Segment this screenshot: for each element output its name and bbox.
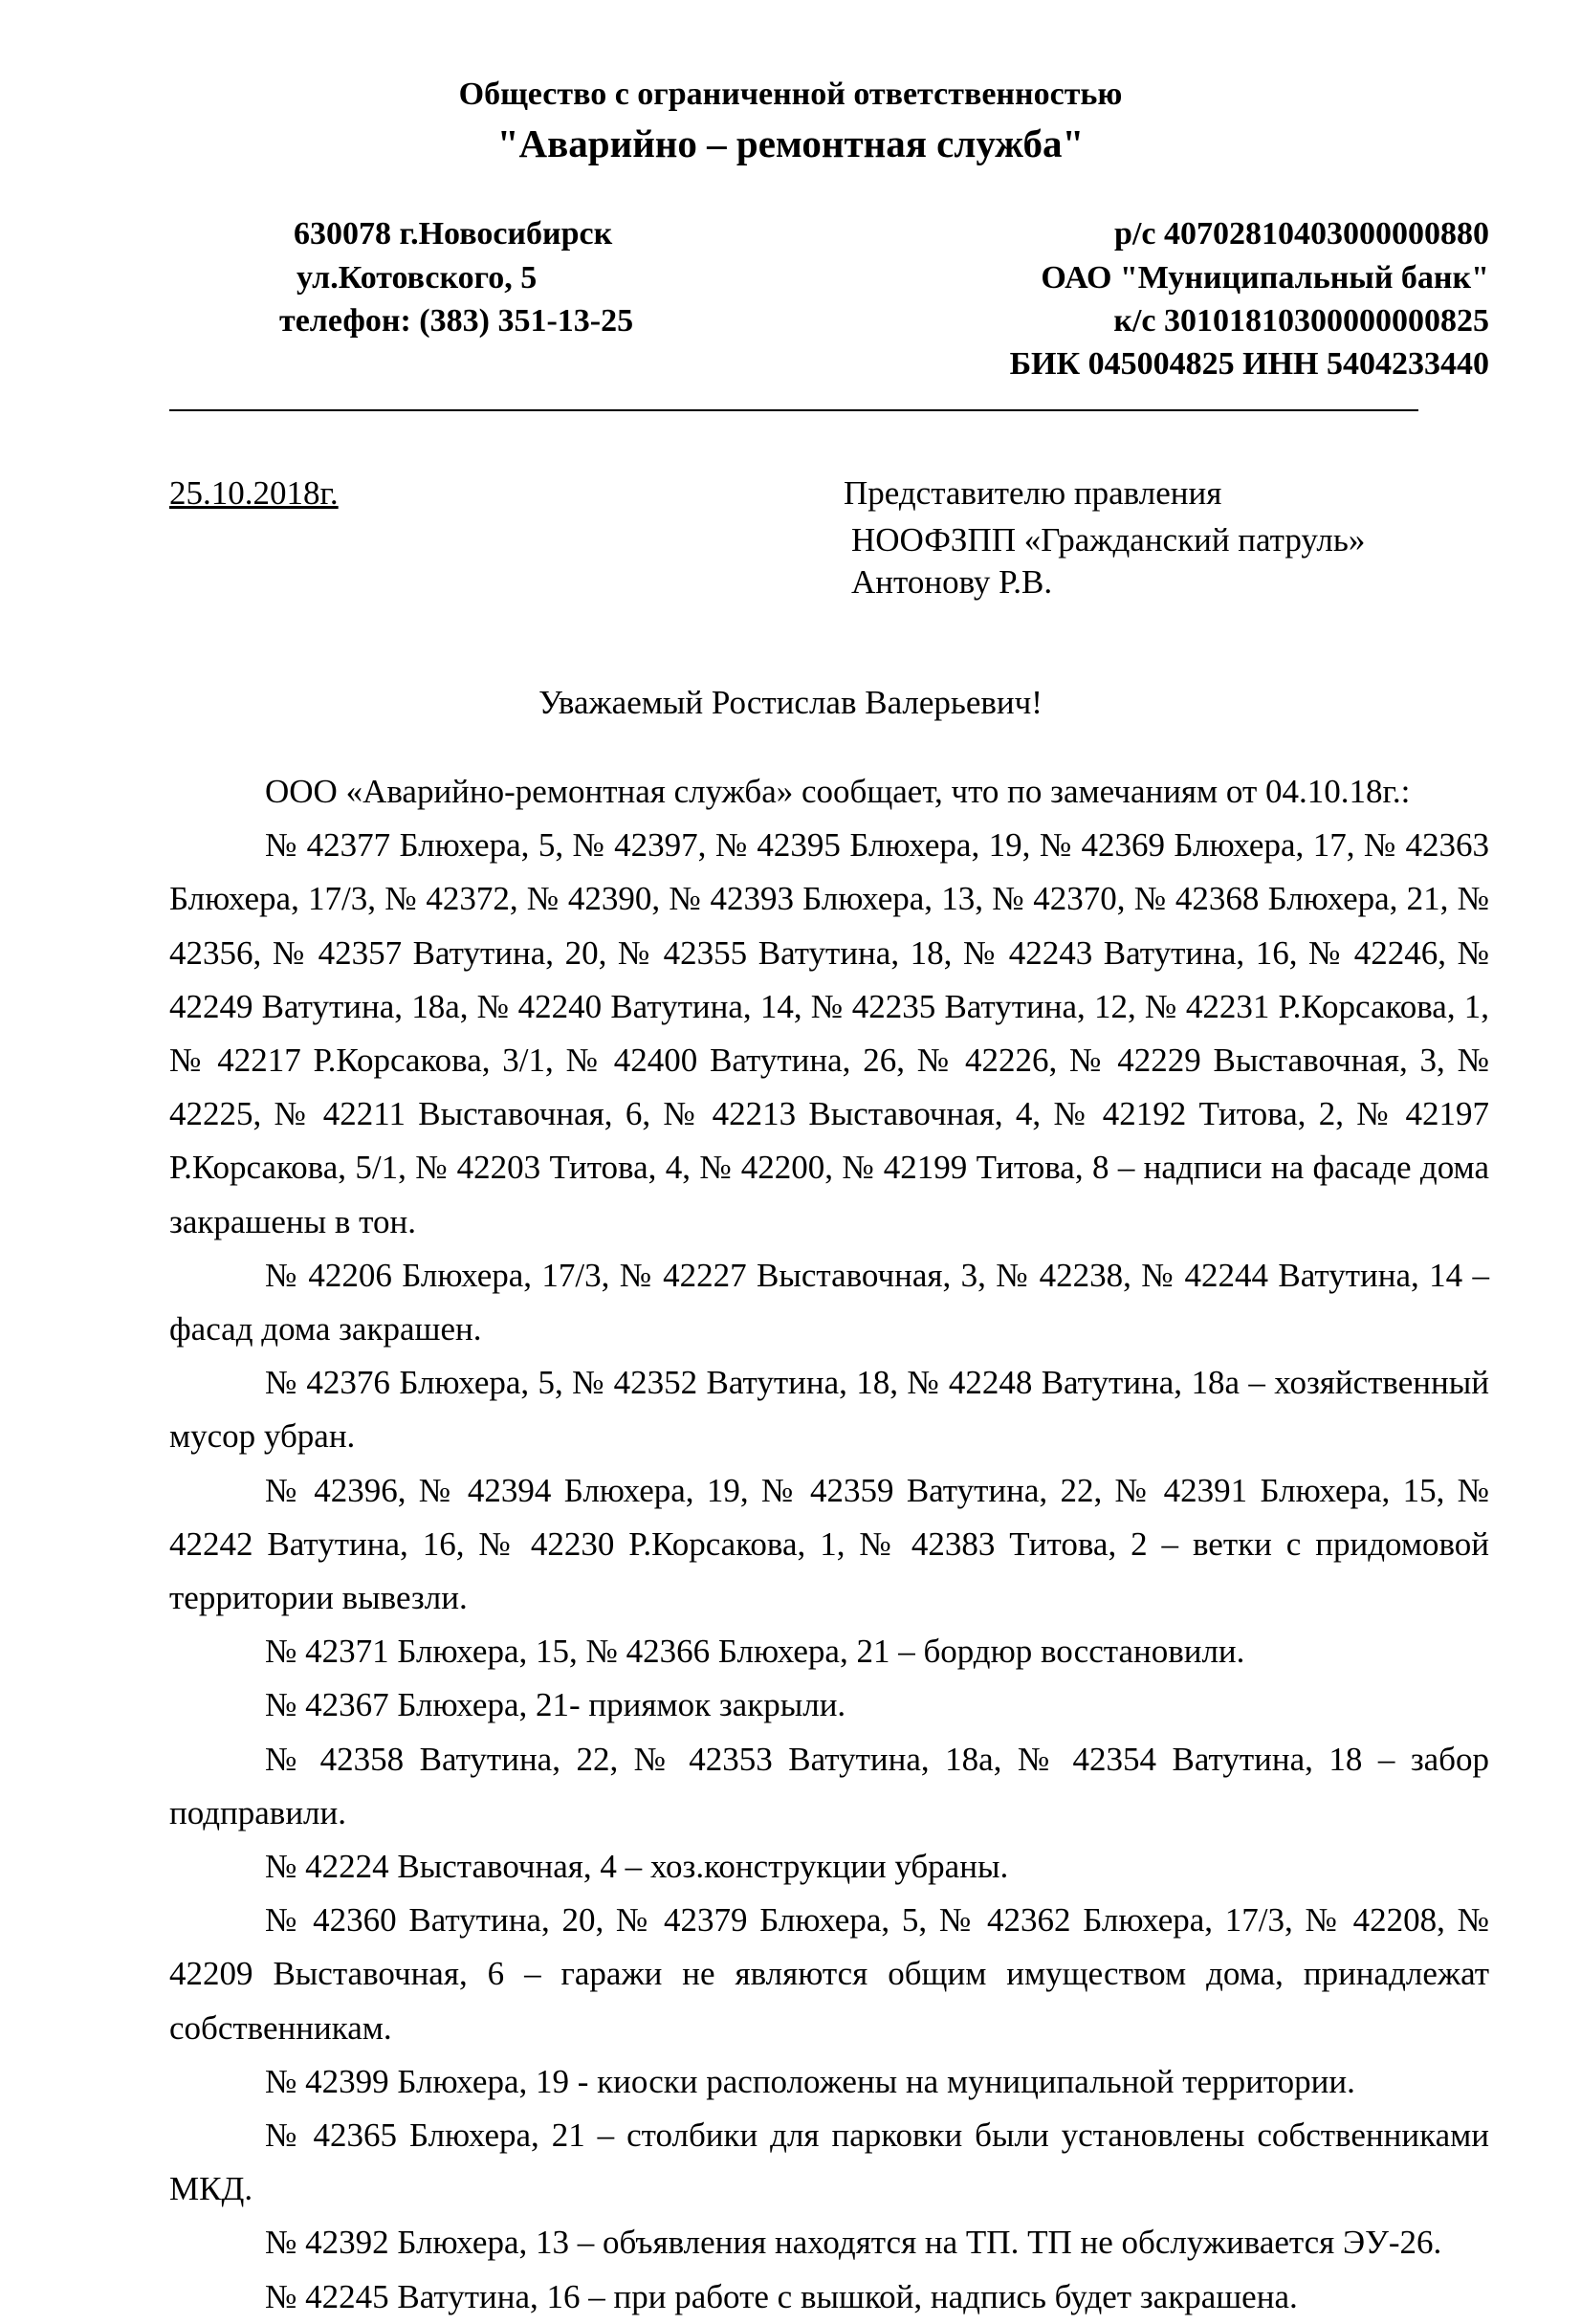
paragraph: № 42371 Блюхера, 15, № 42366 Блюхера, 21 – бордюр восстановили.	[265, 1633, 1245, 1671]
paragraph: № 42367 Блюхера, 21- приямок закрыли.	[265, 1686, 846, 1724]
correspondent-account: к/с 30101810300000000825	[1113, 303, 1489, 339]
org-type: Общество с ограниченной ответственностью	[458, 77, 1123, 112]
org-name: "Аварийно – ремонтная служба"	[496, 121, 1085, 165]
bank-account: р/с 40702810403000000880	[1114, 216, 1489, 252]
paragraph: № 42399 Блюхера, 19 - киоски расположены на муниципальной территории.	[265, 2062, 1355, 2100]
paragraph: № 42392 Блюхера, 13 – объявления находятся на ТП. ТП не обслуживается ЭУ-26.	[265, 2224, 1442, 2262]
paragraph: № 42365 Блюхера, 21 – столбики для парковки были установлены собственниками МКД.	[169, 2116, 1489, 2208]
letter-body	[169, 765, 1489, 2324]
paragraph: № 42360 Ватутина, 20, № 42379 Блюхера, 5, № 42362 Блюхера, 17/3, № 42208, № 42209 Выставочная, 6 – гаражи не являются общим имуществом дома, принадлежат собственникам.	[169, 1901, 1489, 2047]
paragraph: № 42224 Выставочная, 4 – хоз.конструкции убраны.	[265, 1848, 1009, 1886]
letter-date: 25.10.2018г.	[169, 474, 339, 512]
paragraph: № 42358 Ватутина, 22, № 42353 Ватутина, 18а, № 42354 Ватутина, 18 – забор подправили.	[169, 1740, 1489, 1831]
paragraph: № 42396, № 42394 Блюхера, 19, № 42359 Ватутина, 22, № 42391 Блюхера, 15, № 42242 Ватутина, 16, № 42230 Р.Корсакова, 1, № 42383 Титова, 2 – ветки с придомовой территории вывезли.	[169, 1471, 1489, 1617]
paragraph: № 42376 Блюхера, 5, № 42352 Ватутина, 18, № 42248 Ватутина, 18а – хозяйственный мусор убран.	[169, 1364, 1489, 1456]
address-street: ул.Котовского, 5	[296, 260, 538, 296]
address-city: 630078 г.Новосибирск	[294, 216, 613, 252]
address-phone: телефон: (383) 351-13-25	[279, 303, 634, 339]
paragraph: ООО «Аварийно-ремонтная служба» сообщает, что по замечаниям от 04.10.18г.:	[265, 773, 1411, 810]
header-divider	[169, 409, 1418, 411]
paragraph: № 42206 Блюхера, 17/3, № 42227 Выставочная, 3, № 42238, № 42244 Ватутина, 14 – фасад дома закрашен.	[169, 1256, 1489, 1348]
recipient-line-1: Представителю правления	[844, 474, 1222, 512]
paragraph: № 42245 Ватутина, 16 – при работе с вышкой, надпись будет закрашена.	[265, 2277, 1298, 2315]
recipient-line-3: Антонову Р.В.	[851, 563, 1053, 601]
bik-inn: БИК 045004825 ИНН 5404233440	[1009, 346, 1489, 382]
bank-name: ОАО "Муниципальный банк"	[1041, 260, 1489, 296]
recipient-line-2: НООФЗПП «Гражданский патруль»	[851, 521, 1366, 559]
greeting: Уважаемый Ростислав Валерьевич!	[538, 684, 1043, 721]
paragraph: № 42377 Блюхера, 5, № 42397, № 42395 Блюхера, 19, № 42369 Блюхера, 17, № 42363 Блюхера, 17/3, № 42372, № 42390, № 42393 Блюхера, 13, № 42370, № 42368 Блюхера, 21, № 42356, № 42357 Ватутина, 20, № 42355 Ватутина, 18, № 42243 Ватутина, 16, № 42246, № 42249 Ватутина, 18а, № 42240 Ватутина, 14, № 42235 Ватутина, 12, № 42231 Р.Корсакова, 1, № 42217 Р.Корсакова, 3/1, № 42400 Ватутина, 26, № 42226, № 42229 Выставочная, 3, № 42225, № 42211 Выставочная, 6, № 42213 Выставочная, 4, № 42192 Титова, 2, № 42197 Р.Корсакова, 5/1, № 42203 Титова, 4, № 42200, № 42199 Титова, 8 – надписи на фасаде дома закрашены в тон.	[169, 826, 1489, 1240]
